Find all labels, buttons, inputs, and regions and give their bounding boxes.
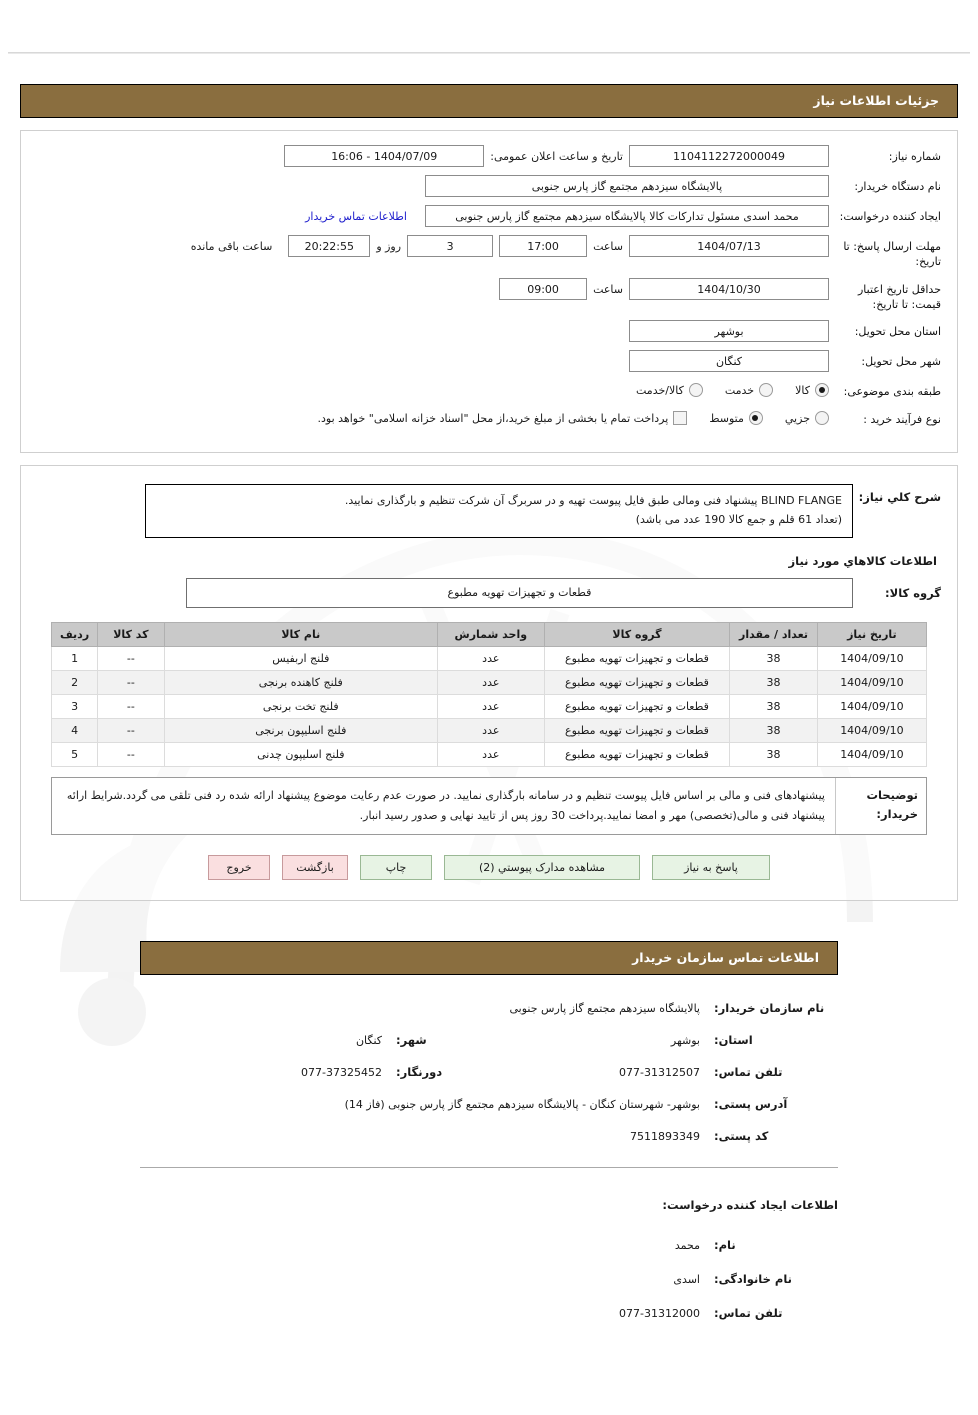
- table-header-row: [52, 622, 927, 646]
- cell-goods-name: فلنج اسلیپون برنجی: [164, 718, 437, 742]
- requester-firstname-row: [140, 1238, 838, 1252]
- th-need-date: تاریخ نیاز: [817, 622, 926, 646]
- process-options: [296, 408, 829, 425]
- category-option-kala-label: کالا: [795, 383, 810, 397]
- exit-button[interactable]: خروج: [208, 855, 270, 880]
- table-row: [52, 646, 927, 670]
- contact-postal-label: کد پستی:: [714, 1129, 769, 1144]
- goods-panel: [20, 465, 958, 901]
- radio-icon-jozei[interactable]: [815, 411, 829, 425]
- process-option-jozei-label: جزیي: [784, 411, 810, 425]
- buyer-notes-label: [835, 778, 926, 835]
- contact-phone-row: [140, 1065, 838, 1079]
- cell-goods-name: فلنج کاهنده برنجی: [164, 670, 437, 694]
- cell-goods-group: قطعات و تجهیزات تهویه مطبوع: [544, 718, 730, 742]
- cell-unit: عدد: [437, 718, 544, 742]
- goods-group-label: گروه كالا:: [885, 585, 941, 600]
- process-type-label: نوع فرآیند خرید :: [863, 413, 941, 427]
- table-row: [52, 670, 927, 694]
- th-unit: واحد شمارش: [437, 622, 544, 646]
- contact-org-label: نام سازمان خریدار:: [714, 1001, 825, 1016]
- contact-banner: اطلاعات تماس سازمان خریدار: [140, 941, 838, 975]
- remaining-clock: 20:22:55: [288, 235, 370, 257]
- contact-postal-value: 7511893349: [630, 1130, 700, 1144]
- action-button-bar: [37, 855, 941, 884]
- requester-row: [37, 205, 941, 227]
- cell-goods-code: --: [98, 718, 165, 742]
- contact-province-value: بوشهر: [670, 1034, 700, 1048]
- delivery-province-row: [37, 320, 941, 342]
- category-option-kala[interactable]: [795, 383, 829, 397]
- th-goods-code: کد کالا: [98, 622, 165, 646]
- announce-datetime-label: تاریخ و ساعت اعلان عمومی:: [490, 150, 623, 163]
- buyer-notes: [51, 777, 927, 836]
- cell-need-date: 1404/09/10: [817, 694, 926, 718]
- process-option-motavaset-label: متوسط: [709, 411, 744, 425]
- contact-address-row: [140, 1097, 838, 1111]
- th-goods-group: گروه کالا: [544, 622, 730, 646]
- contact-section: [0, 941, 978, 1320]
- buyer-contact-link[interactable]: اطلاعات تماس خریدار: [305, 210, 407, 223]
- bottom-spacer: [0, 1340, 978, 1368]
- goods-table: [51, 622, 927, 767]
- contact-fax-value: 077-37325452: [301, 1066, 382, 1080]
- price-validity-time: 09:00: [499, 278, 587, 300]
- requester-firstname-value: محمد: [674, 1239, 700, 1253]
- table-row: [52, 718, 927, 742]
- need-number-row: [37, 145, 941, 167]
- cell-quantity: 38: [730, 742, 818, 766]
- requester-phone-row: [140, 1306, 838, 1320]
- th-goods-name: نام کالا: [164, 622, 437, 646]
- cell-need-date: 1404/09/10: [817, 742, 926, 766]
- page-root: [0, 52, 978, 1368]
- requester-value: محمد اسدی مسئول تدارکات کالا پالایشگاه سیزدهم مجتمع گاز پارس جنوبی: [425, 205, 829, 227]
- buyer-org-value: پالایشگاه سیزدهم مجتمع گاز پارس جنوبی: [425, 175, 829, 197]
- cell-goods-name: فلنج تخت برنجی: [164, 694, 437, 718]
- response-deadline-time: 17:00: [499, 235, 587, 257]
- requester-phone-value: 077-31312000: [619, 1307, 700, 1321]
- contact-org-row: [140, 1001, 838, 1015]
- description-line1: BLIND FLANGE پیشنهاد فنی ومالی طبق فایل پیوست تهیه و در سربرگ آن شرکت تنظیم و بارگذاری نمایید.: [344, 494, 842, 508]
- delivery-city-label: شهر محل تحویل:: [861, 355, 941, 369]
- cell-quantity: 38: [730, 694, 818, 718]
- contact-phone-value: 077-31312507: [619, 1066, 700, 1080]
- cell-row-number: 5: [52, 742, 98, 766]
- radio-icon-kala[interactable]: [815, 383, 829, 397]
- response-deadline-hour-label: ساعت: [593, 240, 623, 253]
- goods-subtitle: اطلاعات كالاهاي مورد نياز: [788, 553, 937, 568]
- contact-phone-label: تلفن تماس:: [714, 1065, 783, 1080]
- back-button[interactable]: بازگشت: [282, 855, 348, 880]
- description-label: شرح کلي نياز:: [858, 490, 941, 505]
- category-label: طبقه بندی موضوعی:: [843, 385, 941, 399]
- remaining-suffix-label: ساعت باقی مانده: [190, 240, 273, 253]
- requester-lastname-value: اسدی: [673, 1273, 700, 1287]
- cell-quantity: 38: [730, 670, 818, 694]
- process-option-motavaset[interactable]: [709, 411, 763, 425]
- buyer-notes-label-line2: خریدار:: [876, 807, 918, 822]
- delivery-city-value: کنگان: [629, 350, 829, 372]
- requester-phone-label: تلفن تماس:: [714, 1306, 783, 1321]
- cell-goods-name: فلنج اسلیپون چدنی: [164, 742, 437, 766]
- cell-unit: عدد: [437, 742, 544, 766]
- delivery-province-label: استان محل تحویل:: [854, 325, 941, 339]
- checkbox-icon-treasury[interactable]: [673, 411, 687, 425]
- treasury-note-label: پرداخت تمام یا بخشی از مبلغ خرید،از محل "اسناد خزانه اسلامی" خواهد بود.: [317, 411, 669, 425]
- process-type-row: [37, 408, 941, 428]
- cell-row-number: 3: [52, 694, 98, 718]
- cell-goods-group: قطعات و تجهیزات تهویه مطبوع: [544, 646, 730, 670]
- cell-goods-group: قطعات و تجهیزات تهویه مطبوع: [544, 670, 730, 694]
- contact-org-value: پالایشگاه سیزدهم مجتمع گاز پارس جنوبی: [509, 1002, 700, 1016]
- delivery-city-row: [37, 350, 941, 372]
- contact-address-label: آدرس پستی:: [714, 1097, 788, 1112]
- cell-goods-name: فلنج اربفیس: [164, 646, 437, 670]
- price-validity-date: 1404/10/30: [629, 278, 829, 300]
- cell-quantity: 38: [730, 718, 818, 742]
- treasury-checkbox-option[interactable]: [318, 411, 688, 425]
- cell-unit: عدد: [437, 694, 544, 718]
- radio-icon-khedmat[interactable]: [759, 383, 773, 397]
- table-row: [52, 742, 927, 766]
- need-details-banner: جزئیات اطلاعات نیاز: [20, 84, 958, 118]
- contact-fax-label: دورنگار:: [396, 1065, 443, 1080]
- cell-goods-group: قطعات و تجهیزات تهویه مطبوع: [544, 742, 730, 766]
- need-number-value: 1104112272000049: [629, 145, 829, 167]
- radio-icon-motavaset[interactable]: [749, 411, 763, 425]
- cell-row-number: 1: [52, 646, 98, 670]
- requester-firstname-label: نام:: [714, 1238, 736, 1253]
- category-option-kala-khedmat[interactable]: [636, 383, 703, 397]
- cell-goods-code: --: [98, 694, 165, 718]
- delivery-province-value: بوشهر: [629, 320, 829, 342]
- price-validity-label: حداقل تاریخ اعتبار قیمت: تا تاریخ:: [857, 282, 941, 311]
- buyer-notes-label-line1: توضیحات: [866, 787, 918, 802]
- requester-section-title: اطلاعات ایجاد کننده درخواست:: [662, 1198, 838, 1213]
- table-row: [52, 694, 927, 718]
- buyer-org-row: [37, 175, 941, 197]
- announce-datetime-value: 1404/07/09 - 16:06: [284, 145, 484, 167]
- category-row: [37, 380, 941, 400]
- cell-need-date: 1404/09/10: [817, 670, 926, 694]
- cell-unit: عدد: [437, 670, 544, 694]
- remaining-days-label: روز و: [376, 240, 402, 253]
- contact-province-label: استان:: [714, 1033, 753, 1048]
- cell-goods-code: --: [98, 742, 165, 766]
- cell-row-number: 4: [52, 718, 98, 742]
- top-divider: [8, 52, 970, 54]
- need-number-label: شماره نیاز:: [888, 150, 941, 163]
- buyer-notes-line2: فنی تلقی می گردد.شرایط ارائه پیشنهاد فنی و مالی(تخصصی) مهر و امضا نمایید.پرداخت 30 روز پس از تایید نهایی و صدور رسید انبار.: [66, 788, 825, 822]
- cell-goods-code: --: [98, 646, 165, 670]
- cell-need-date: 1404/09/10: [817, 646, 926, 670]
- answer-need-button[interactable]: پاسخ به نیاز: [652, 855, 770, 880]
- response-deadline-label: مهلت ارسال پاسخ: تا تاریخ:: [843, 240, 941, 268]
- cell-row-number: 2: [52, 670, 98, 694]
- radio-icon-kala-khedmat[interactable]: [689, 383, 703, 397]
- th-row-number: ردیف: [52, 622, 98, 646]
- buyer-notes-body: [52, 778, 835, 835]
- requester-label: ایجاد کننده درخواست:: [839, 210, 941, 223]
- view-attachments-button[interactable]: مشاهده مدارک پیوستي (2): [444, 855, 640, 880]
- remaining-days: 3: [407, 235, 493, 257]
- contact-city-label: شهر:: [396, 1033, 427, 1048]
- goods-table-body: [52, 646, 927, 766]
- description-box: [145, 484, 853, 538]
- category-options: [614, 380, 829, 397]
- buyer-notes-line1: پیشنهادهای فنی و مالی بر اساس فایل پیوست تنظیم و در سامانه بارگذاری نمایید. در صورت عدم رعایت موضوع پیشنهاد ارائه شده رد: [215, 788, 825, 802]
- price-validity-row: [37, 278, 941, 313]
- category-option-khedmat[interactable]: [725, 383, 773, 397]
- contact-body: [140, 1001, 838, 1143]
- cell-unit: عدد: [437, 646, 544, 670]
- description-line2: (تعداد 61 قلم و جمع کالا 190 عدد می باشد): [635, 513, 842, 527]
- goods-group-value: قطعات و تجهیزات تهویه مطبوع: [186, 578, 853, 608]
- cell-need-date: 1404/09/10: [817, 718, 926, 742]
- contact-location-row: [140, 1033, 838, 1047]
- th-quantity: تعداد / مقدار: [730, 622, 818, 646]
- contact-city-value: کنگان: [355, 1034, 382, 1048]
- response-deadline-row: [37, 235, 941, 270]
- response-deadline-date: 1404/07/13: [629, 235, 829, 257]
- goods-group-row: [37, 578, 941, 608]
- price-validity-hour-label: ساعت: [593, 282, 623, 296]
- description-row: [37, 484, 941, 538]
- category-option-kala-khedmat-label: کالا/خدمت: [636, 383, 684, 397]
- contact-address-value: بوشهر- شهرستان کنگان - پالایشگاه سیزدهم مجتمع گاز پارس جنوبی (فاز 14): [344, 1098, 700, 1112]
- process-option-jozei[interactable]: [785, 411, 829, 425]
- cell-goods-code: --: [98, 670, 165, 694]
- cell-goods-group: قطعات و تجهیزات تهویه مطبوع: [544, 694, 730, 718]
- category-option-khedmat-label: خدمت: [724, 383, 755, 397]
- requester-body: [140, 1238, 838, 1320]
- need-details-panel: [20, 130, 958, 453]
- cell-quantity: 38: [730, 646, 818, 670]
- print-button[interactable]: چاپ: [360, 855, 432, 880]
- buyer-org-label: نام دستگاه خریدار:: [854, 180, 941, 193]
- requester-lastname-row: [140, 1272, 838, 1286]
- section-divider: [140, 1167, 838, 1168]
- contact-postal-row: [140, 1129, 838, 1143]
- requester-lastname-label: نام خانوادگی:: [714, 1272, 792, 1287]
